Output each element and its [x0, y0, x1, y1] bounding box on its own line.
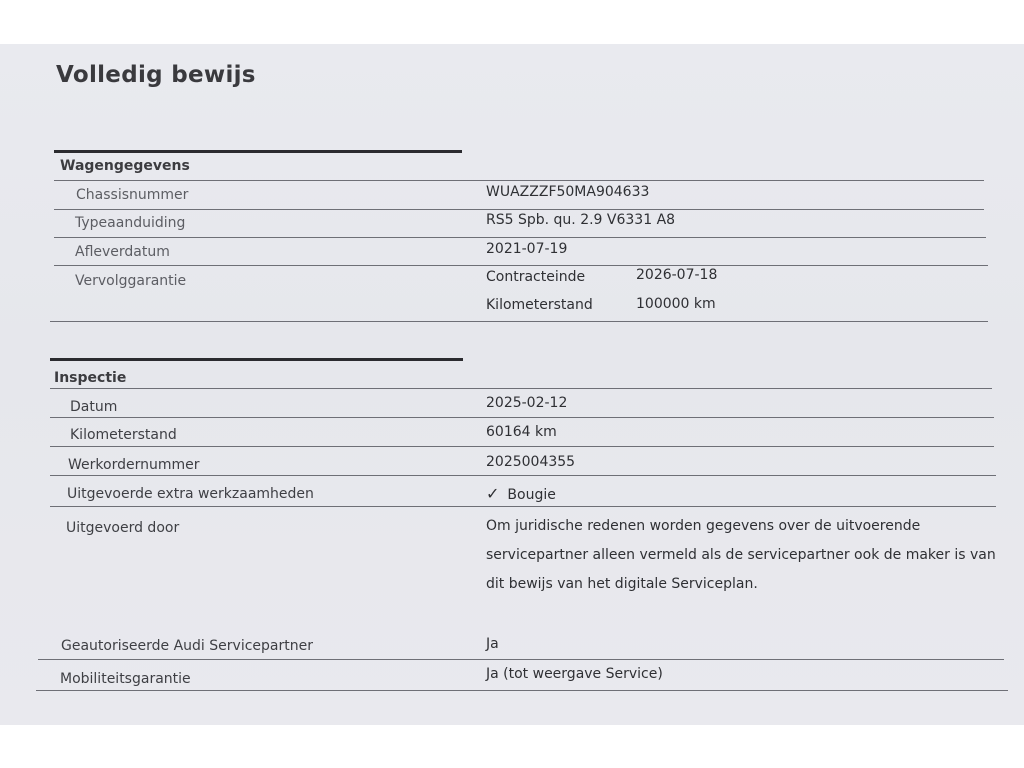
chassis-value: WUAZZZF50MA904633	[486, 184, 650, 200]
document-title: Volledig bewijs	[56, 62, 256, 88]
row-divider	[54, 180, 984, 181]
contract-value: 2026-07-18	[636, 267, 718, 283]
uitgevoerd-door-note: Om juridische redenen worden gegevens over de uitvoerende servicepartner alleen vermeld als de servicepartner ook de maker is van dit bewijs van het digitale Serviceplan.	[486, 518, 996, 592]
mobiliteit-value: Ja (tot weergave Service)	[486, 666, 663, 682]
type-value: RS5 Spb. qu. 2.9 V6331 A8	[486, 212, 676, 228]
section-title-wagengegevens: Wagengegevens	[60, 158, 190, 174]
extra-werk-value	[486, 484, 556, 503]
inspectie-km-label: Kilometerstand	[70, 427, 177, 443]
werkorder-label: Werkordernummer	[68, 457, 200, 473]
partner-label: Geautoriseerde Audi Servicepartner	[61, 638, 313, 654]
checkmark-icon: ✓	[486, 484, 500, 503]
section-divider-wagengegevens	[54, 150, 462, 153]
contract-label: Contracteinde	[486, 269, 586, 285]
aflever-value: 2021-07-19	[486, 241, 568, 257]
row-divider	[54, 209, 984, 210]
chassis-label: Chassisnummer	[76, 187, 189, 203]
row-divider	[50, 417, 994, 418]
inspectie-km-value: 60164 km	[486, 424, 557, 440]
aflever-label: Afleverdatum	[75, 244, 170, 260]
extra-werk-text: Bougie	[507, 487, 556, 503]
row-divider	[38, 659, 1004, 660]
type-label: Typeaanduiding	[75, 215, 186, 231]
km-limit-label: Kilometerstand	[486, 297, 593, 313]
section-title-inspectie: Inspectie	[54, 370, 127, 386]
section-divider-inspectie	[50, 358, 463, 361]
row-divider	[36, 690, 1008, 691]
row-divider	[50, 475, 996, 476]
row-divider	[54, 265, 988, 266]
partner-value: Ja	[486, 636, 499, 652]
garantie-label: Vervolggarantie	[75, 273, 187, 289]
datum-value: 2025-02-12	[486, 395, 568, 411]
document-page	[0, 44, 1024, 725]
werkorder-value: 2025004355	[486, 454, 576, 470]
km-limit-value: 100000 km	[636, 296, 716, 312]
datum-label: Datum	[70, 399, 118, 415]
row-divider	[50, 506, 996, 507]
row-divider	[50, 388, 992, 389]
extra-werk-label: Uitgevoerde extra werkzaamheden	[67, 486, 314, 502]
row-divider	[50, 321, 988, 322]
mobiliteit-label: Mobiliteitsgarantie	[60, 671, 191, 687]
row-divider	[54, 237, 986, 238]
uitgevoerd-door-label: Uitgevoerd door	[66, 520, 180, 536]
row-divider	[50, 446, 994, 447]
